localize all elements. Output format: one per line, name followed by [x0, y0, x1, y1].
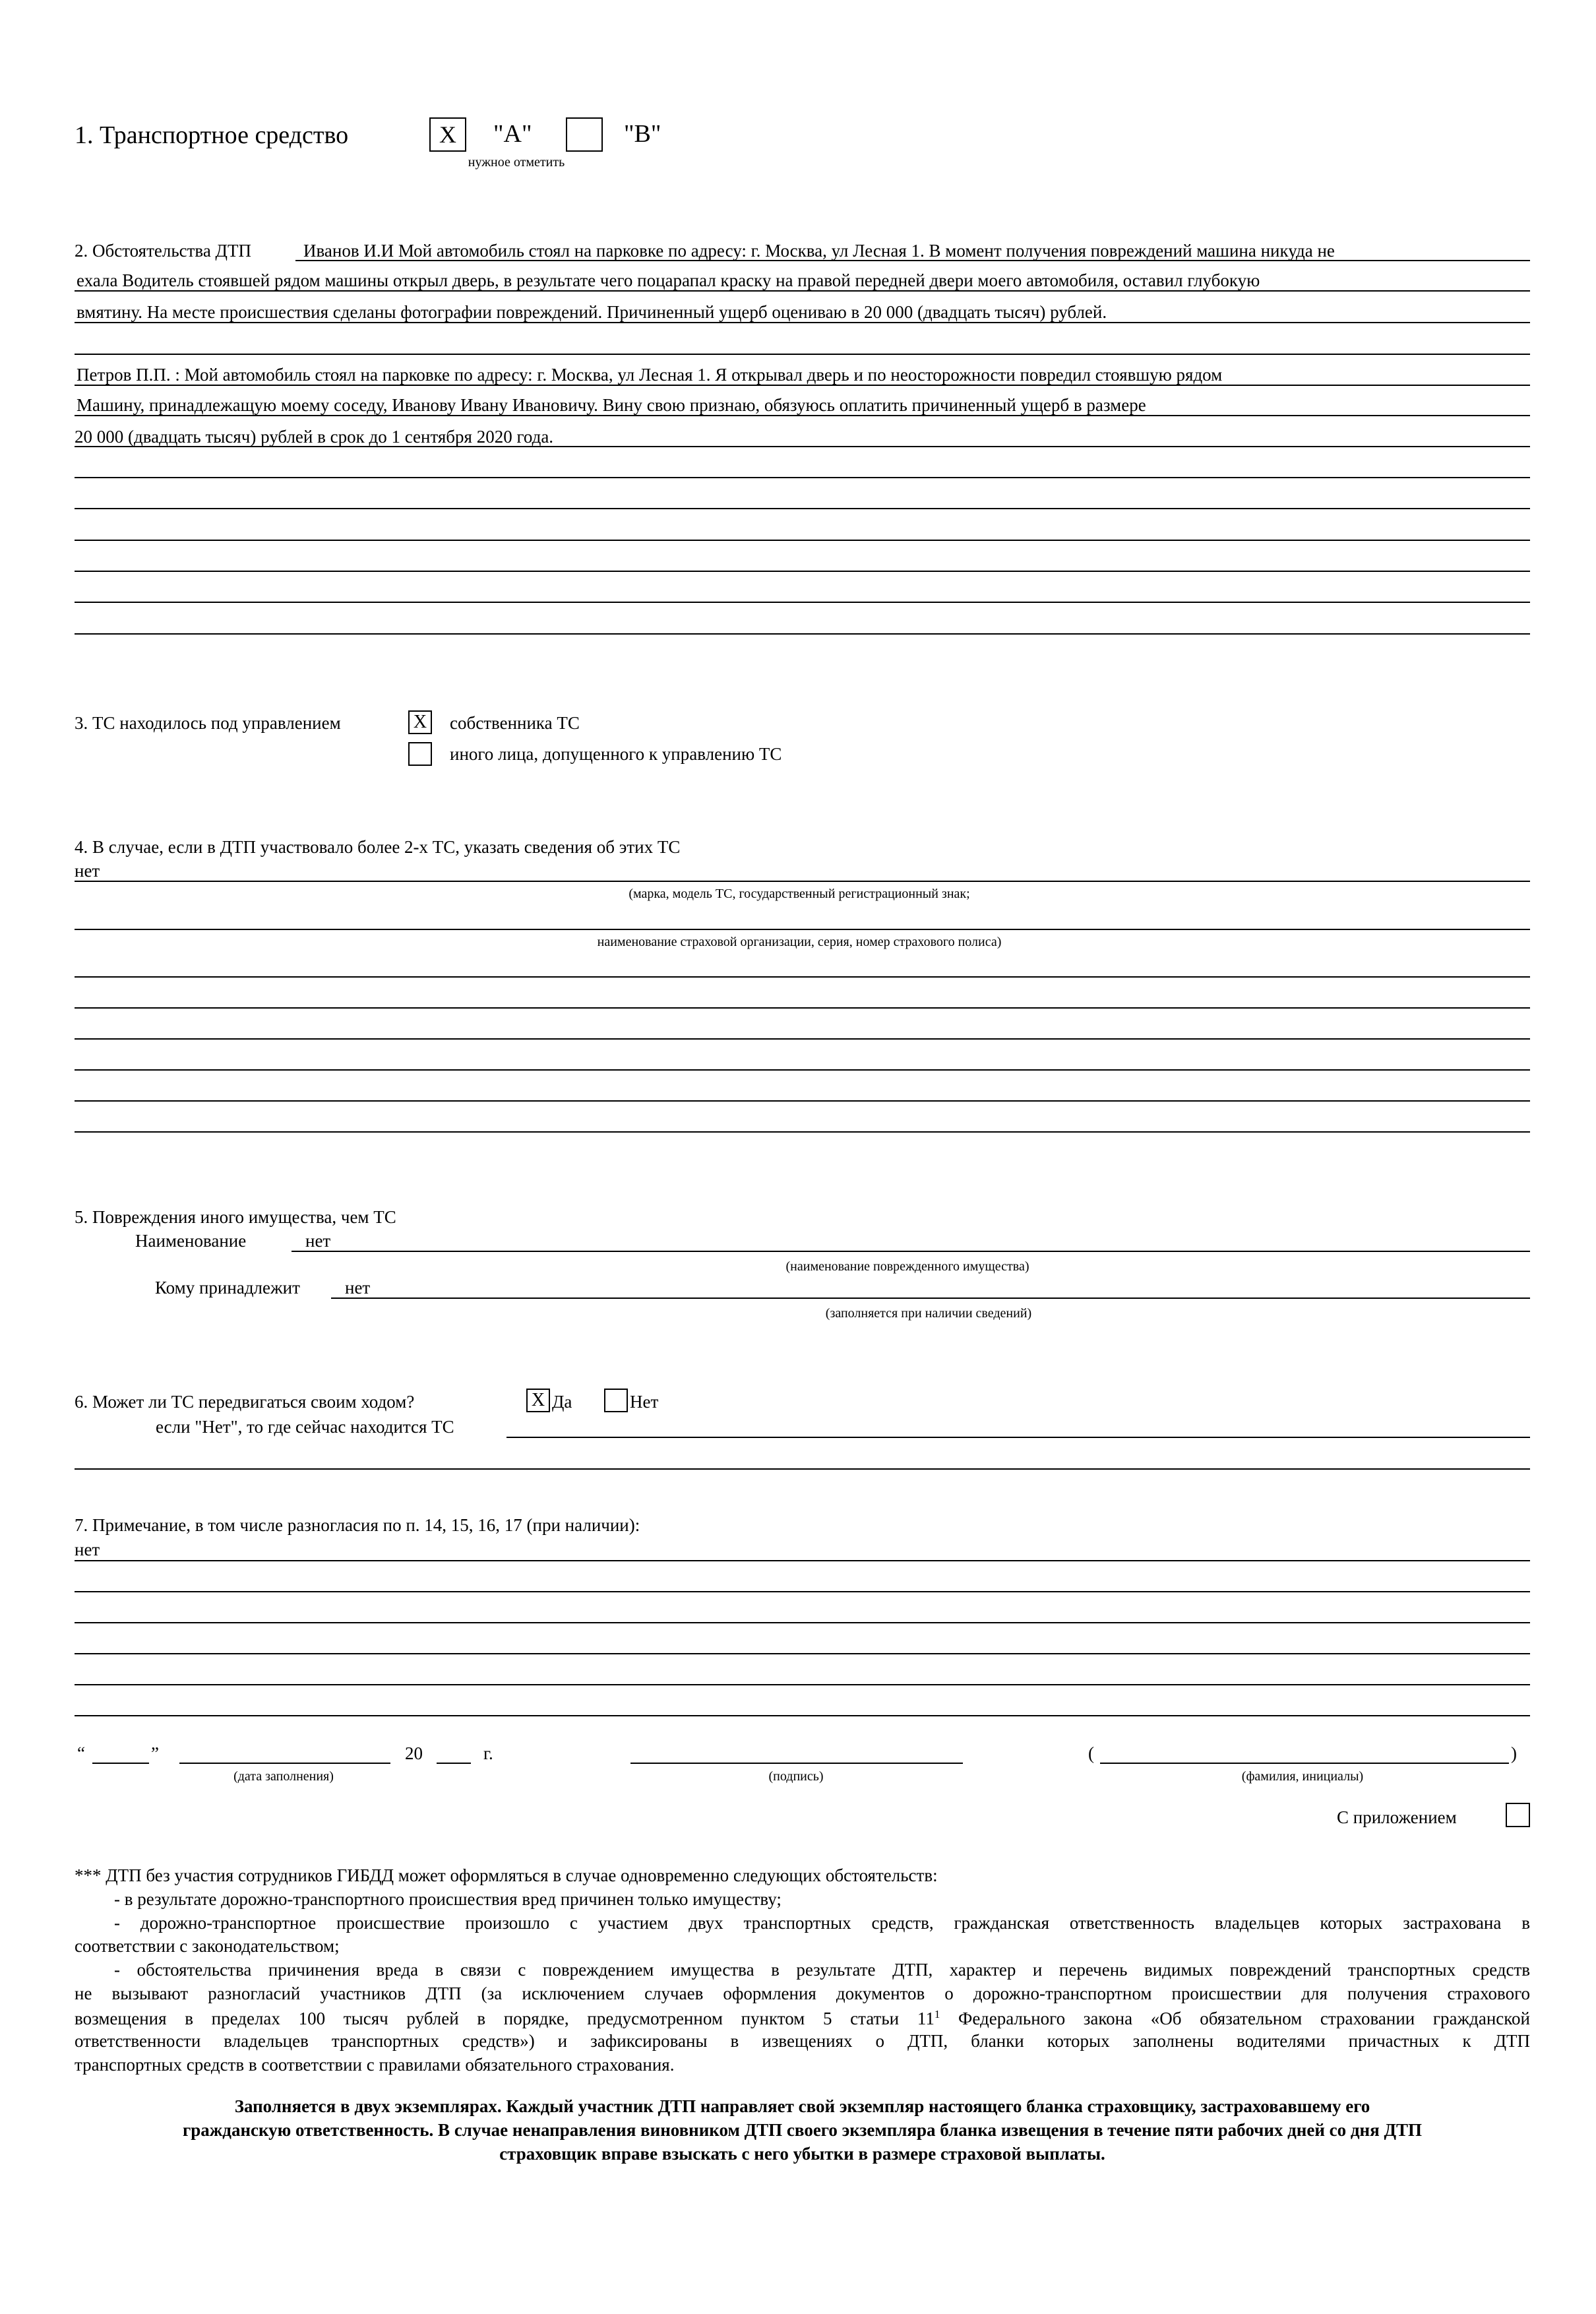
s4-line-1: [75, 881, 1530, 882]
s2-text-7[interactable]: 20 000 (двадцать тысяч) рублей в срок до 1 сентября 2020 года.: [75, 427, 554, 447]
notice-line-1: Заполняется в двух экземплярах. Каждый участник ДТП направляет свой экземпляр настоящего бланка страховщику, застраховавшему его: [234, 2096, 1370, 2116]
s4-line-4: [75, 1007, 1530, 1009]
s7-line-1: [75, 1560, 1530, 1561]
name-caption: (фамилия, инициалы): [1241, 1769, 1364, 1784]
notice-line-3: страховщик вправе взыскать с него убытки в размере страховой выплаты.: [499, 2144, 1105, 2164]
s5-name-label: Наименование: [135, 1231, 247, 1251]
s5-label: 5. Повреждения иного имущества, чем ТС: [75, 1207, 396, 1227]
footnote-bullet-3-line-1: - обстоятельства причинения вреда в связи с повреждением имущества в результате ДТП, характер и перечень видимых повреждений транспортных средств: [114, 1960, 1530, 1980]
s1-caption: нужное отметить: [468, 155, 565, 170]
label-b: "В": [624, 120, 661, 148]
s2-text-5[interactable]: Петров П.П. : Мой автомобиль стоял на парковке по адресу: г. Москва, ул Лесная 1. Я открывал дверь и по неосторожности повредил стоявшую рядом: [77, 365, 1223, 385]
s4-label: 4. В случае, если в ДТП участвовало более 2-х ТС, указать сведения об этих ТС: [75, 837, 681, 857]
date-day-field[interactable]: [92, 1763, 149, 1764]
checkbox-owner[interactable]: X: [408, 710, 432, 734]
s2-text-6[interactable]: Машину, принадлежащую моему соседу, Иванову Ивану Ивановичу. Вину свою признаю, обязуюсь оплатить причиненный ущерб в размере: [77, 395, 1146, 415]
s5-owner-label: Кому принадлежит: [155, 1278, 300, 1298]
s2-text-1[interactable]: Иванов И.И Мой автомобиль стоял на парковке по адресу: г. Москва, ул Лесная 1. В момент получения повреждений машина никуда не: [303, 241, 1335, 261]
s6-line-2: [75, 1468, 1530, 1470]
s7-line-5: [75, 1684, 1530, 1685]
s3-opt1-label: собственника ТС: [450, 713, 580, 733]
footnote-bullet-2-line-1: - дорожно-транспортное происшествие произошло с участием двух транспортных средств, гражданская ответственность владельцев которых застрахована в: [114, 1913, 1530, 1933]
s2-line-13: [75, 633, 1530, 635]
s2-line-6: [75, 415, 1530, 416]
s6-no-label: Нет: [630, 1392, 659, 1412]
s5-owner-caption: (заполняется при наличии сведений): [825, 1306, 1032, 1321]
s6-yes-label: Да: [552, 1392, 572, 1412]
s4-caption-2: наименование страховой организации, серия, номер страхового полиса): [597, 935, 1002, 949]
s5-owner-value[interactable]: нет: [345, 1278, 371, 1298]
attachment-checkbox[interactable]: [1506, 1803, 1530, 1827]
s7-line-2: [75, 1591, 1530, 1592]
s4-caption-1: (марка, модель ТС, государственный регистрационный знак;: [629, 887, 970, 901]
s1-title: 1. Транспортное средство: [75, 121, 349, 149]
label-a: "А": [493, 120, 532, 148]
notice-line-2: гражданскую ответственность. В случае ненаправления виновником ДТП своего экземпляра бланка извещения в течение пяти рабочих дней со дня ДТП: [182, 2120, 1423, 2140]
s2-line-7: [75, 446, 1530, 447]
s2-line-9: [75, 508, 1530, 509]
signature-field[interactable]: [630, 1763, 963, 1764]
s2-line-3: [75, 322, 1530, 323]
s7-line-6: [75, 1715, 1530, 1716]
footnote-bullet-3-line-2: не вызывают разногласий участников ДТП (за исключением случаев оформления документов о дорожно-транспортном происшествии для получения страхового: [75, 1984, 1530, 2003]
s2-text-2[interactable]: ехала Водитель стоявшей рядом машины открыл дверь, в результате чего поцарапал краску на правой передней двери моего автомобиля, оставил глубокую: [77, 270, 1260, 290]
s6-where-line[interactable]: [506, 1437, 1530, 1438]
name-field[interactable]: [1100, 1763, 1509, 1764]
s2-line-11: [75, 571, 1530, 572]
date-year-field[interactable]: [437, 1763, 471, 1764]
s2-line-8: [75, 477, 1530, 478]
s4-line-2: [75, 929, 1530, 930]
s3-label: 3. ТС находилось под управлением: [75, 713, 341, 733]
s2-line-4: [75, 354, 1530, 355]
footnote-superscript: 1: [934, 2008, 940, 2020]
footnote-bullet-3-line-5: транспортных средств в соответствии с правилами обязательного страхования.: [75, 2055, 675, 2075]
s6-label: 6. Может ли ТС передвигаться своим ходом?: [75, 1392, 415, 1412]
footnote-intro: *** ДТП без участия сотрудников ГИБДД может оформляться в случае одновременно следующих обстоятельств:: [75, 1865, 938, 1885]
date-caption: (дата заполнения): [233, 1769, 334, 1784]
date-year-prefix: 20: [405, 1743, 423, 1763]
s2-line-5: [75, 385, 1530, 386]
footnote-bullet-3-line-3: [75, 2009, 1530, 2028]
s4-line-7: [75, 1100, 1530, 1102]
s7-value[interactable]: нет: [75, 1540, 100, 1559]
footnote-b3-line3-part-a: возмещения в пределах 100 тысяч рублей в порядке, предусмотренном пунктом 5 статьи 11: [75, 2009, 935, 2028]
checkbox-a[interactable]: X: [429, 117, 466, 152]
s3-opt2-label: иного лица, допущенного к управлению ТС: [450, 744, 782, 764]
s7-label: 7. Примечание, в том числе разногласия по п. 14, 15, 16, 17 (при наличии):: [75, 1515, 640, 1535]
checkbox-no[interactable]: [604, 1389, 628, 1412]
s2-label: 2. Обстоятельства ДТП: [75, 241, 251, 261]
date-open-quote: “: [77, 1743, 85, 1763]
name-open-paren: (: [1088, 1743, 1094, 1763]
footnote-bullet-2-line-2: соответствии с законодательством;: [75, 1936, 340, 1956]
s4-line-3: [75, 976, 1530, 978]
signature-caption: (подпись): [768, 1769, 824, 1784]
s5-name-caption: (наименование поврежденного имущества): [785, 1259, 1029, 1274]
s4-line-8: [75, 1131, 1530, 1133]
s2-line-10: [75, 540, 1530, 541]
name-close-paren: ): [1511, 1743, 1517, 1763]
s2-line-2: [75, 290, 1530, 292]
s5-owner-line: [331, 1298, 1530, 1299]
s5-name-line: [292, 1251, 1530, 1252]
checkbox-b[interactable]: [566, 117, 603, 152]
s6-where-label: если "Нет", то где сейчас находится ТС: [156, 1417, 454, 1437]
footnote-b3-line3-part-b: Федерального закона «Об обязательном страховании гражданской: [940, 2009, 1530, 2028]
date-month-field[interactable]: [179, 1763, 390, 1764]
footnote-bullet-3-line-4: ответственности владельцев транспортных средств») и зафиксированы в извещениях о ДТП, бланки которых заполнены водителями причастных к ДТП: [75, 2031, 1530, 2051]
s7-line-4: [75, 1653, 1530, 1654]
date-close-quote: ”: [151, 1743, 159, 1763]
checkbox-yes[interactable]: X: [526, 1389, 550, 1412]
checkbox-other-person[interactable]: [408, 742, 432, 766]
date-year-suffix: г.: [483, 1743, 493, 1763]
s4-line-5: [75, 1038, 1530, 1040]
attachment-label: С приложением: [1337, 1807, 1457, 1827]
s4-line-6: [75, 1069, 1530, 1071]
s4-value[interactable]: нет: [75, 861, 100, 881]
s7-line-3: [75, 1622, 1530, 1623]
s2-line-12: [75, 602, 1530, 603]
s2-text-3[interactable]: вмятину. На месте происшествия сделаны фотографии повреждений. Причиненный ущерб оцениваю в 20 000 (двадцать тысяч) рублей.: [77, 302, 1107, 322]
s5-name-value[interactable]: нет: [305, 1231, 331, 1251]
footnote-bullet-1: - в результате дорожно-транспортного происшествия вред причинен только имуществу;: [114, 1889, 782, 1909]
